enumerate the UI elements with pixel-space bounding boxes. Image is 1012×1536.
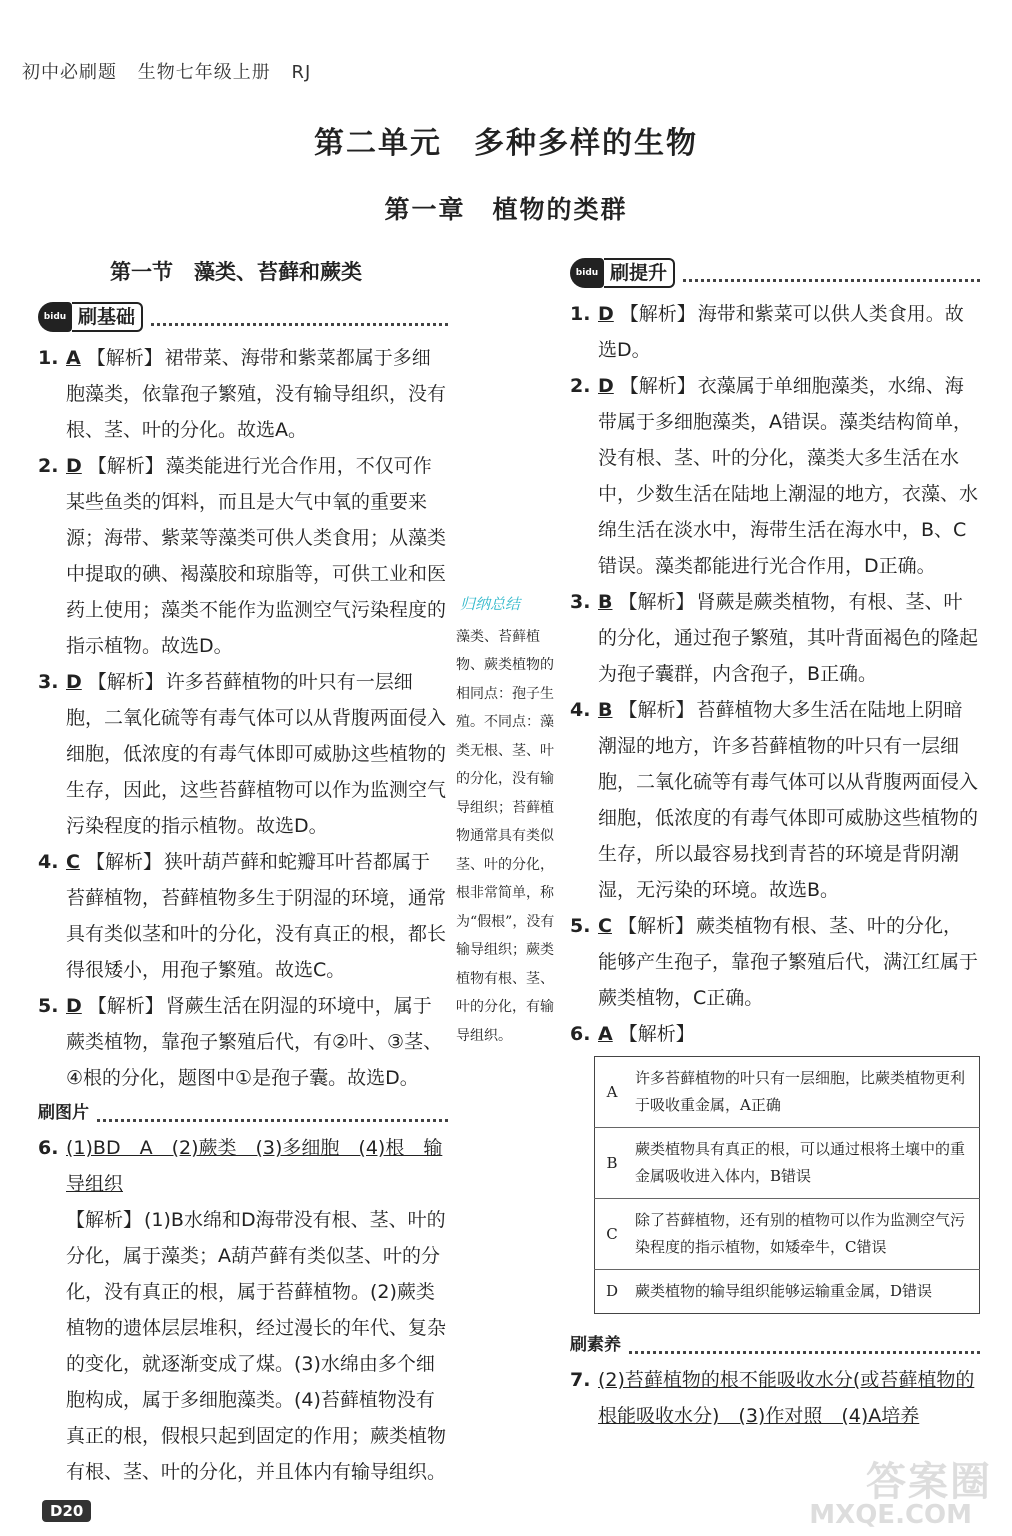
- watermark-url: MXQE.COM: [809, 1500, 972, 1530]
- item-answer: C: [598, 915, 612, 937]
- literacy-subsection-label: 刷素养: [570, 1335, 621, 1355]
- item-answer: D: [66, 455, 82, 477]
- option-text: 蕨类植物具有真正的根，可以通过根将土壤中的重金属吸收进入体内，B错误: [629, 1128, 980, 1199]
- table-row: [595, 1199, 980, 1270]
- item-number: 3.: [570, 591, 591, 613]
- item-answer: (2)苔藓植物的根不能吸收水分(或苔藓植物的根能吸收水分) (3)作对照 (4)A培养: [598, 1369, 975, 1427]
- basic-badge-label: 刷基础: [72, 302, 143, 332]
- dotted-divider: [151, 309, 448, 326]
- analysis-tag: 【解析】: [66, 1209, 143, 1231]
- right-item-5: [570, 908, 980, 1016]
- options-table: [594, 1056, 980, 1314]
- literacy-subsection: [570, 1328, 980, 1362]
- item-answer: B: [598, 591, 613, 613]
- item-answer: D: [66, 995, 82, 1017]
- item-text: 衣藻属于单细胞藻类，水绵、海带属于多细胞藻类，A错误。藻类结构简单，没有根、茎、叶的分化，藻类大多生活在水中，少数生活在陆地上潮湿的地方，衣藻、水绵生活在淡水中，海带生活在海水中，B、C错误。藻类都能进行光合作用，D正确。: [598, 375, 979, 577]
- right-column: [570, 256, 980, 1434]
- option-letter: A: [595, 1057, 630, 1128]
- book-name: 初中必刷题: [22, 62, 117, 83]
- item-answer: D: [598, 375, 614, 397]
- item-text: 肾蕨是蕨类植物，有根、茎、叶的分化，通过孢子繁殖，其叶背面褐色的隆起为孢子囊群，内含孢子，B正确。: [598, 591, 979, 685]
- table-row: [595, 1270, 980, 1314]
- dotted-divider: [683, 265, 980, 282]
- item-number: 1.: [570, 303, 591, 325]
- item-number: 5.: [570, 915, 591, 937]
- brush-icon: bidu: [570, 258, 604, 288]
- dotted-divider: [97, 1105, 448, 1122]
- page-number: D20: [42, 1500, 91, 1522]
- item-number: 3.: [38, 671, 59, 693]
- item-answer: B: [598, 699, 613, 721]
- item-text: 藻类能进行光合作用，不仅可作某些鱼类的饵料，而且是大气中氧的重要来源；海带、紫菜等藻类可供人类食用；从藻类中提取的碘、褐藻胶和琼脂等，可供工业和医药上使用；藻类不能作为监测空气污染程度的指示植物。故选D。: [66, 455, 447, 657]
- item-answer: A: [598, 1023, 613, 1045]
- analysis-tag: 【解析】: [87, 995, 164, 1017]
- picture-subsection: [38, 1096, 448, 1130]
- item-number: 7.: [570, 1369, 591, 1391]
- note-text: 藻类、苔藓植物、蕨类植物的相同点：孢子生殖。不同点：藻类无根、茎、叶的分化，没有输导组织；苔藓植物通常具有类似茎、叶的分化，根非常简单，称为“假根”，没有输导组织；蕨类植物有根、茎、叶的分化，有输导组织。: [456, 628, 555, 1044]
- analysis-tag: 【解析】: [85, 851, 162, 873]
- item-answer: D: [66, 671, 82, 693]
- left-item-1: [38, 340, 448, 448]
- left-item-3: [38, 664, 448, 844]
- item-number: 4.: [38, 851, 59, 873]
- advance-badge-label: 刷提升: [604, 258, 675, 288]
- right-item-7: [570, 1362, 980, 1434]
- summary-note: [456, 590, 566, 1050]
- item-text: 许多苔藓植物的叶只有一层细胞，二氧化硫等有毒气体可以从背腹两面侵入细胞，低浓度的有毒气体即可威胁这些植物的生存，因此，这些苔藓植物可以作为监测空气污染程度的指示植物。故选D。: [66, 671, 447, 837]
- analysis-tag: 【解析】: [618, 1023, 695, 1045]
- right-item-1: [570, 296, 980, 368]
- item-number: 6.: [570, 1023, 591, 1045]
- analysis-tag: 【解析】: [619, 375, 696, 397]
- item-number: 2.: [570, 375, 591, 397]
- left-item-4: [38, 844, 448, 988]
- chapter-title: 第一章 植物的类群: [384, 195, 628, 224]
- item-number: 2.: [38, 455, 59, 477]
- item-number: 4.: [570, 699, 591, 721]
- basic-badge: [38, 300, 448, 334]
- right-item-4: [570, 692, 980, 908]
- item-text: 肾蕨生活在阴湿的环境中，属于蕨类植物，靠孢子繁殖后代，有②叶、③茎、④根的分化，题图中①是孢子囊。故选D。: [66, 995, 443, 1089]
- item-number: 1.: [38, 347, 59, 369]
- analysis-tag: 【解析】: [87, 455, 164, 477]
- item-answer: A: [66, 347, 81, 369]
- item-number: 5.: [38, 995, 59, 1017]
- item-text: 蕨类植物有根、茎、叶的分化，能够产生孢子，靠孢子繁殖后代，满江红属于蕨类植物，C正确。: [598, 915, 979, 1009]
- subject-name: 生物七年级上册: [137, 62, 271, 83]
- option-letter: D: [605, 1282, 619, 1300]
- dotted-divider: [629, 1337, 980, 1354]
- analysis-tag: 【解析】: [618, 591, 695, 613]
- watermark-logo: 答案圈: [866, 1459, 992, 1505]
- item-text: 裙带菜、海带和紫菜都属于多细胞藻类，依靠孢子繁殖，没有输导组织，没有根、茎、叶的分化。故选A。: [66, 347, 447, 441]
- analysis-tag: 【解析】: [617, 915, 694, 937]
- analysis-tag: 【解析】: [86, 347, 163, 369]
- item-answer: (1)BD A (2)蕨类 (3)多细胞 (4)根 输导组织: [66, 1137, 443, 1195]
- option-text: 除了苔藓植物，还有别的植物可以作为监测空气污染程度的指示植物，如矮牵牛，C错误: [629, 1199, 980, 1270]
- item-text: 海带和紫菜可以供人类食用。故选D。: [598, 303, 964, 361]
- left-item-6-analysis: [38, 1202, 448, 1490]
- item-text: (1)B水绵和D海带没有根、茎、叶的分化，属于藻类；A葫芦藓有类似茎、叶的分化，没有真正的根，属于苔藓植物。(2)蕨类植物的遗体层层堆积，经过漫长的年代、复杂的变化，就逐渐变成了煤。(3)水绵由多个细胞构成，属于多细胞藻类。(4)苔藓植物没有真正的根，假根只起到固定的作用；蕨类植物有根、茎、叶的分化，并且体内有输导组织。: [66, 1209, 447, 1483]
- section-title: 第一节 藻类、苔藓和蕨类: [110, 260, 362, 284]
- table-row: [595, 1128, 980, 1199]
- option-text: 蕨类植物的输导组织能够运输重金属，D错误: [635, 1282, 933, 1300]
- note-title: 归纳总结: [460, 595, 521, 613]
- analysis-tag: 【解析】: [87, 671, 164, 693]
- option-letter: C: [595, 1199, 630, 1270]
- table-row: [595, 1057, 980, 1128]
- right-item-6: [570, 1016, 980, 1052]
- left-item-6: [38, 1130, 448, 1202]
- option-text: 许多苔藓植物的叶只有一层细胞，比蕨类植物更利于吸收重金属，A正确: [629, 1057, 980, 1128]
- item-text: 狭叶葫芦藓和蛇瓣耳叶苔都属于苔藓植物，苔藓植物多生于阴湿的环境，通常具有类似茎和叶的分化，没有真正的根，都长得很矮小，用孢子繁殖。故选C。: [66, 851, 447, 981]
- advance-badge: [570, 256, 980, 290]
- page-header: [22, 58, 325, 84]
- edition: RJ: [291, 62, 312, 83]
- right-item-2: [570, 368, 980, 584]
- item-answer: C: [66, 851, 80, 873]
- left-item-5: [38, 988, 448, 1096]
- brush-icon: bidu: [38, 302, 72, 332]
- analysis-tag: 【解析】: [619, 303, 696, 325]
- item-number: 6.: [38, 1137, 59, 1159]
- item-answer: D: [598, 303, 614, 325]
- analysis-tag: 【解析】: [618, 699, 695, 721]
- right-item-3: [570, 584, 980, 692]
- picture-subsection-label: 刷图片: [38, 1103, 89, 1123]
- left-column: [38, 300, 448, 1490]
- unit-title: 第二单元 多种多样的生物: [314, 126, 698, 161]
- item-text: 苔藓植物大多生活在陆地上阴暗潮湿的地方，许多苔藓植物的叶只有一层细胞，二氧化硫等有毒气体可以从背腹两面侵入细胞，低浓度的有毒气体即可威胁这些植物的生存，所以最容易找到青苔的环境是背阴潮湿，无污染的环境。故选B。: [598, 699, 979, 901]
- option-letter: B: [595, 1128, 630, 1199]
- left-item-2: [38, 448, 448, 664]
